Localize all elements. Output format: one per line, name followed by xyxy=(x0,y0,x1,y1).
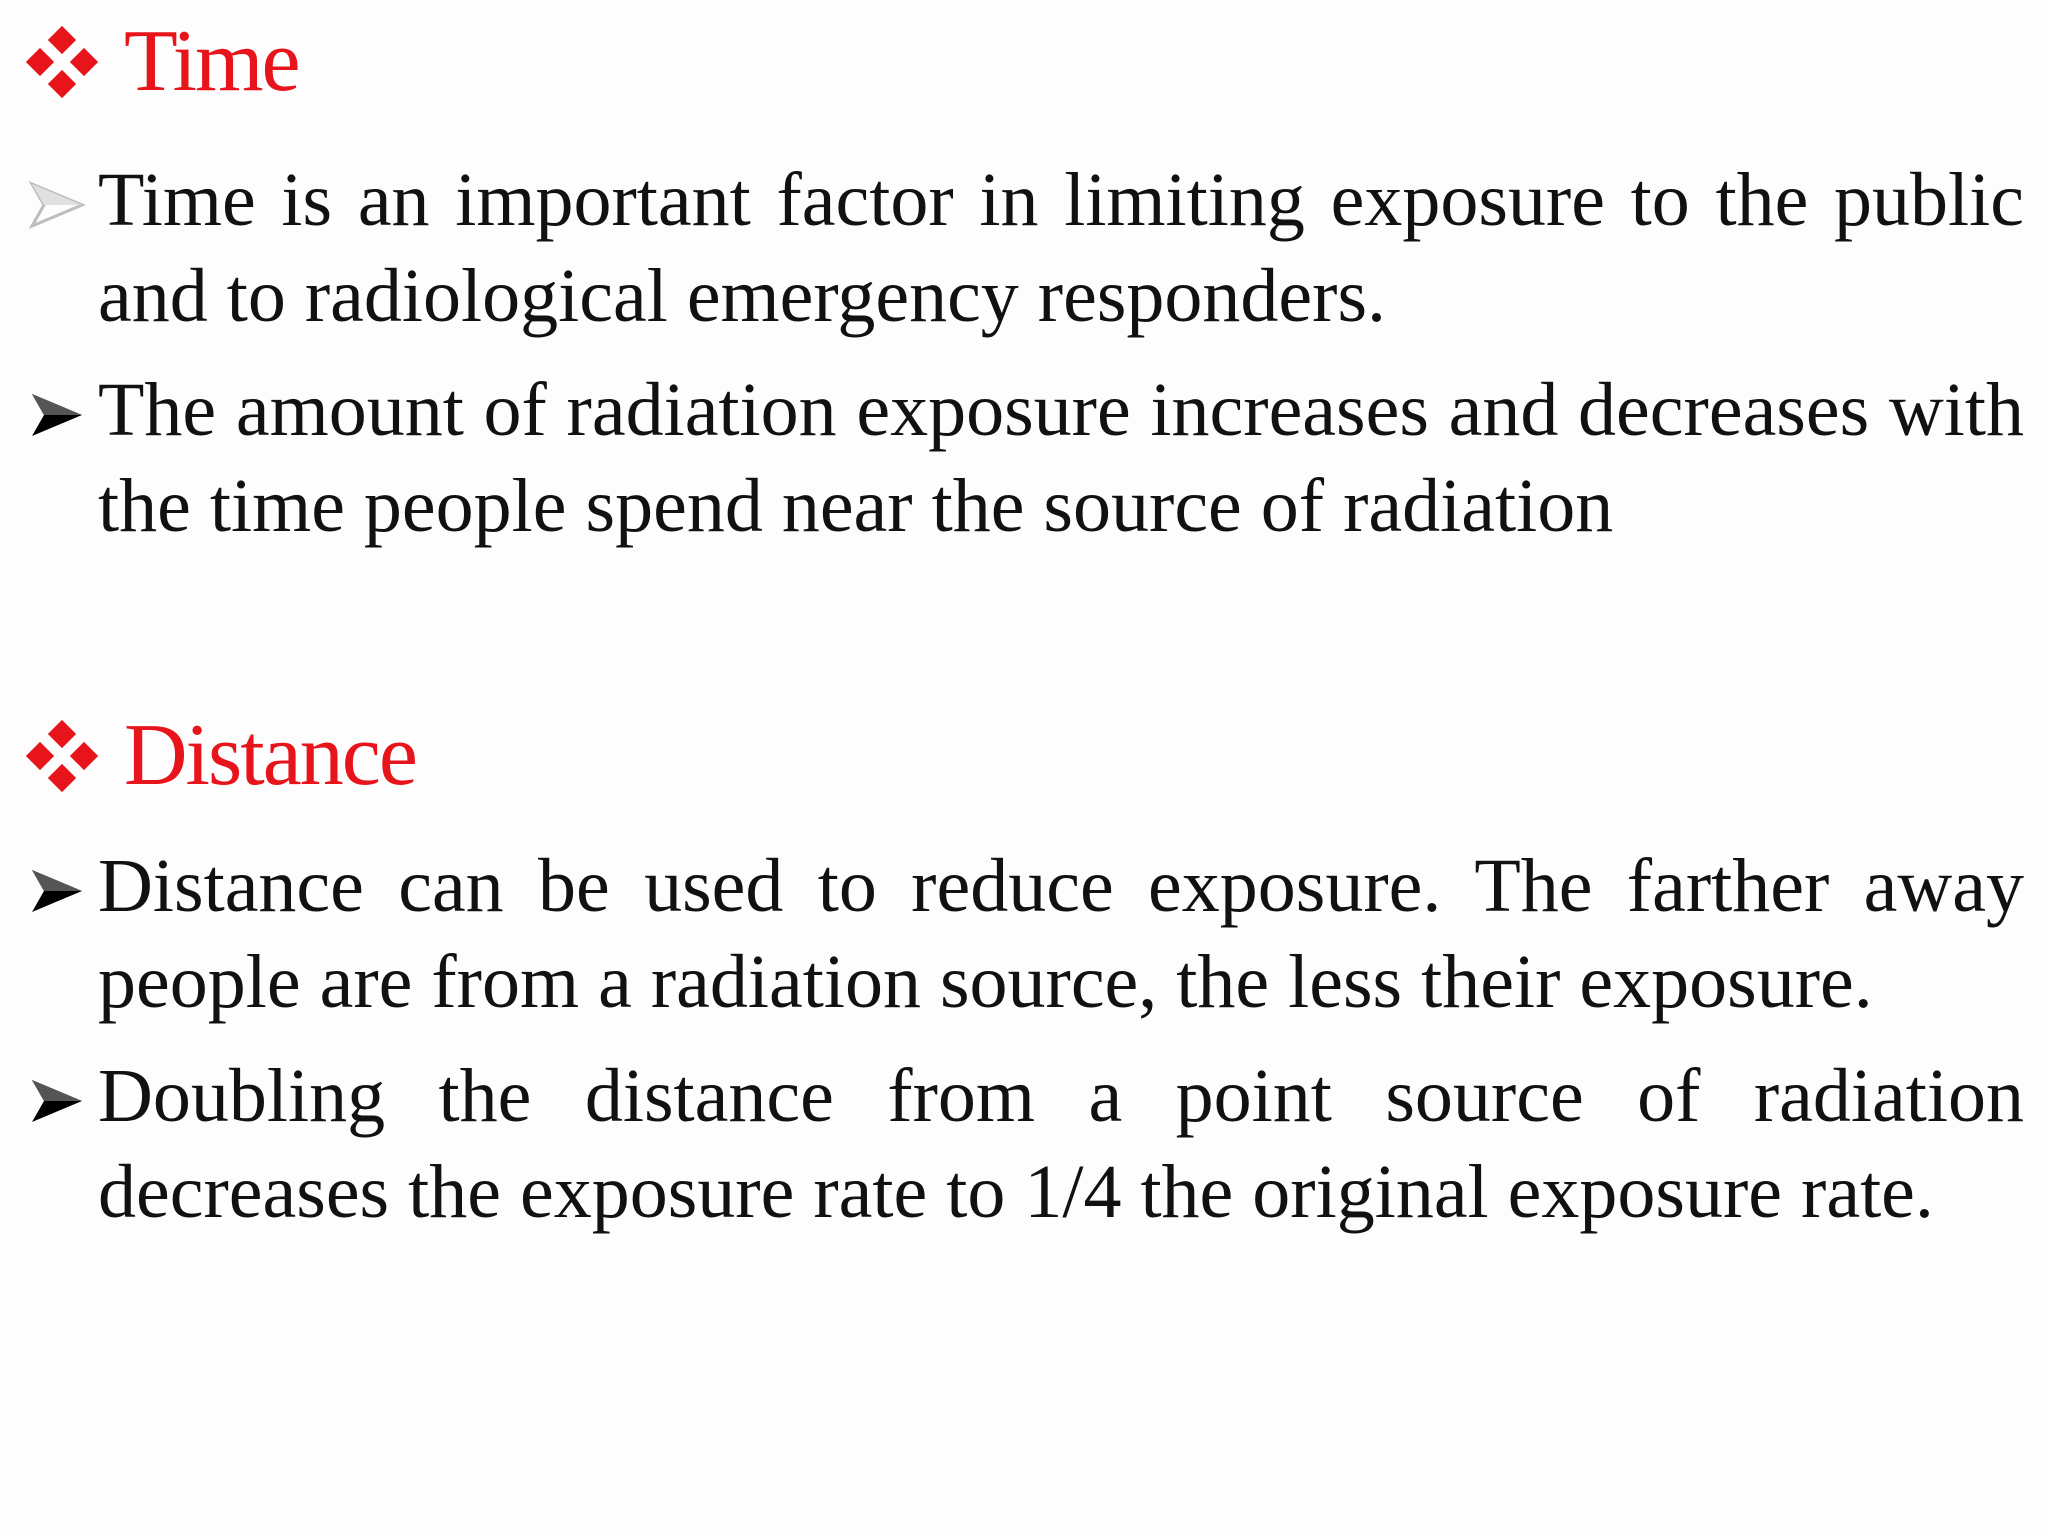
arrowhead-icon xyxy=(28,390,86,440)
bullet-text: The amount of radiation exposure increases and decreases with the time people spend near the source of radiation xyxy=(98,368,2024,548)
bullet-item xyxy=(28,152,2024,344)
bullet-item xyxy=(28,1048,2024,1240)
section-title: Distance xyxy=(124,707,416,804)
bullet-text: Distance can be used to reduce exposure. The farther away people are from a radiation source, the less their exposure. xyxy=(98,844,2024,1024)
section-title: Time xyxy=(124,13,299,110)
four-diamond-icon xyxy=(28,28,96,96)
bullet-text: Doubling the distance from a point source of radiation decreases the exposure rate to 1/4 the original exposure rate. xyxy=(98,1054,2024,1234)
bullet-item xyxy=(28,838,2024,1030)
section-heading-time xyxy=(28,14,299,110)
bullet-text: Time is an important factor in limiting exposure to the public and to radiological emergency responders. xyxy=(98,158,2024,338)
arrowhead-icon xyxy=(28,866,86,916)
arrowhead-icon xyxy=(28,1076,86,1126)
arrowhead-icon xyxy=(28,180,86,230)
four-diamond-icon xyxy=(28,722,96,790)
bullet-item xyxy=(28,362,2024,554)
section-heading-distance xyxy=(28,708,416,804)
